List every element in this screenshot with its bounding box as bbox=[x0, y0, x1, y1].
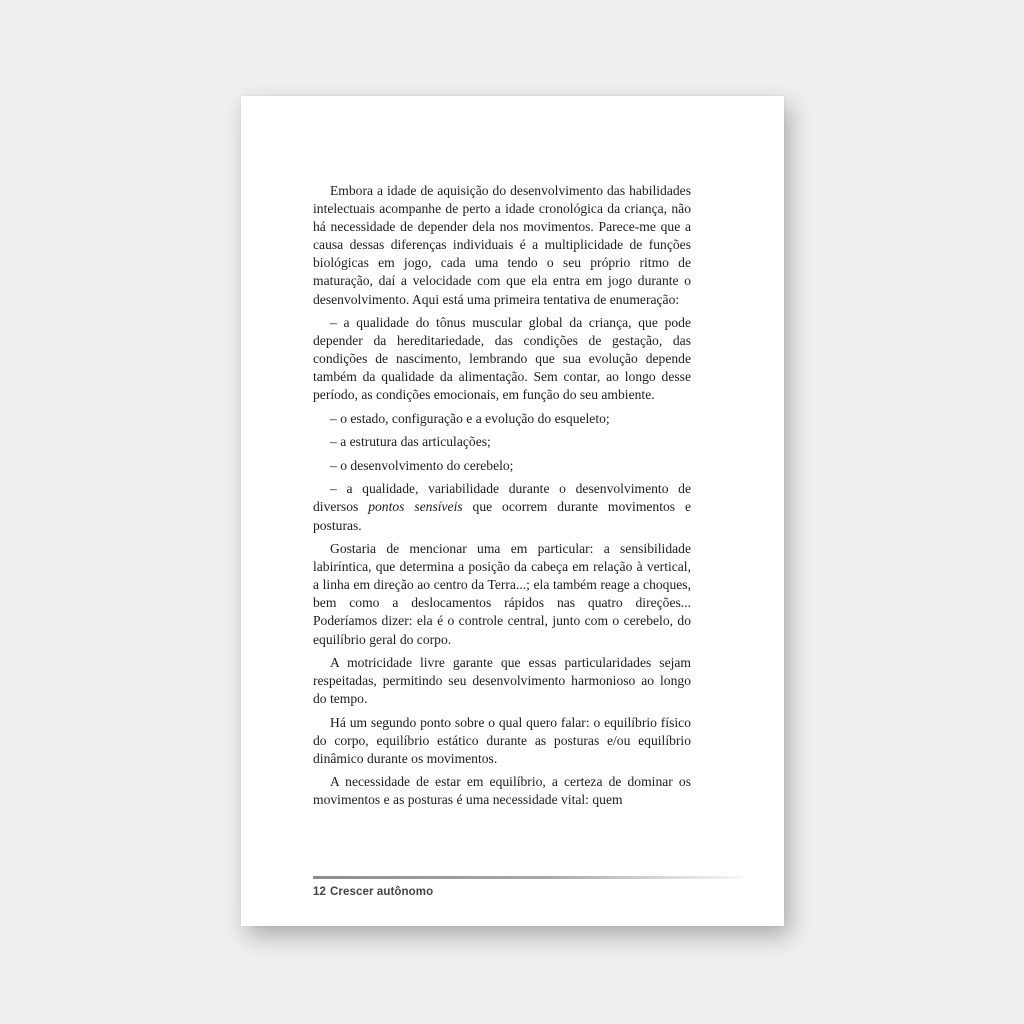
paragraph-sensibilidade: Gostaria de mencionar uma em particular: a sensibilidade labiríntica, que determina a posição da cabeça em relação à vertical, a linha em direção ao centro da Terra...; ela também reage a choques, bem como a deslocamentos rápidos nas quatro direções... Poderíamos dizer: ela é o controle central, junto com o cerebelo, do equilíbrio geral do corpo. bbox=[313, 541, 691, 647]
paragraph-equilibrio: Há um segundo ponto sobre o qual quero falar: o equilíbrio físico do corpo, equilíbrio estático durante as posturas e/ou equilíbrio dinâmico durante os movimentos. bbox=[313, 714, 691, 766]
footer-divider bbox=[313, 876, 743, 879]
list-item-articulacoes: – a estrutura das articulações; bbox=[330, 434, 491, 450]
text-segment: que ocorrem durante movimentos e posturas. bbox=[313, 499, 691, 533]
paragraph-motricidade: A motricidade livre garante que essas particularidades sejam respeitadas, permitindo seu desenvolvimento harmonioso ao longo do tempo. bbox=[313, 654, 691, 707]
body-text bbox=[313, 182, 691, 815]
list-item-tonus: – a qualidade do tônus muscular global da criança, que pode depender da hereditariedade, das condições de gestação, das condições de nascimento, lembrando que sua evolução depende também da qualidade da alimentação. Sem contar, ao longo desse período, as condições emocionais, em função do seu ambiente. bbox=[313, 315, 691, 403]
page-number: 12 bbox=[313, 886, 326, 898]
italic-term: pontos sensíveis bbox=[368, 499, 463, 515]
page-footer bbox=[313, 886, 433, 898]
book-page bbox=[241, 96, 784, 926]
list-item-esqueleto: – o estado, configuração e a evolução do esqueleto; bbox=[330, 410, 610, 426]
paragraph-intro: Embora a idade de aquisição do desenvolvimento das habilidades intelectuais acompanhe de perto a idade cronológica da criança, não há necessidade de depender dela nos movimentos. Parece-me que a causa dessas diferenças individuais é a multiplicidade de funções biológicas em jogo, cada uma tendo o seu próprio ritmo de maturação, daí a velocidade com que ela entra em jogo durante o desenvolvimento. Aqui está uma primeira tentativa de enumeração: bbox=[313, 183, 691, 307]
paragraph-necessidade: A necessidade de estar em equilíbrio, a certeza de dominar os movimentos e as posturas é uma necessidade vital: quem bbox=[313, 774, 691, 808]
list-item-cerebelo: – o desenvolvimento do cerebelo; bbox=[330, 457, 514, 473]
list-item-pontos-sensiveis bbox=[313, 480, 691, 534]
running-title: Crescer autônomo bbox=[330, 886, 434, 898]
text-segment: – a qualidade, variabilidade durante o desenvolvimento de diversos bbox=[313, 481, 691, 515]
